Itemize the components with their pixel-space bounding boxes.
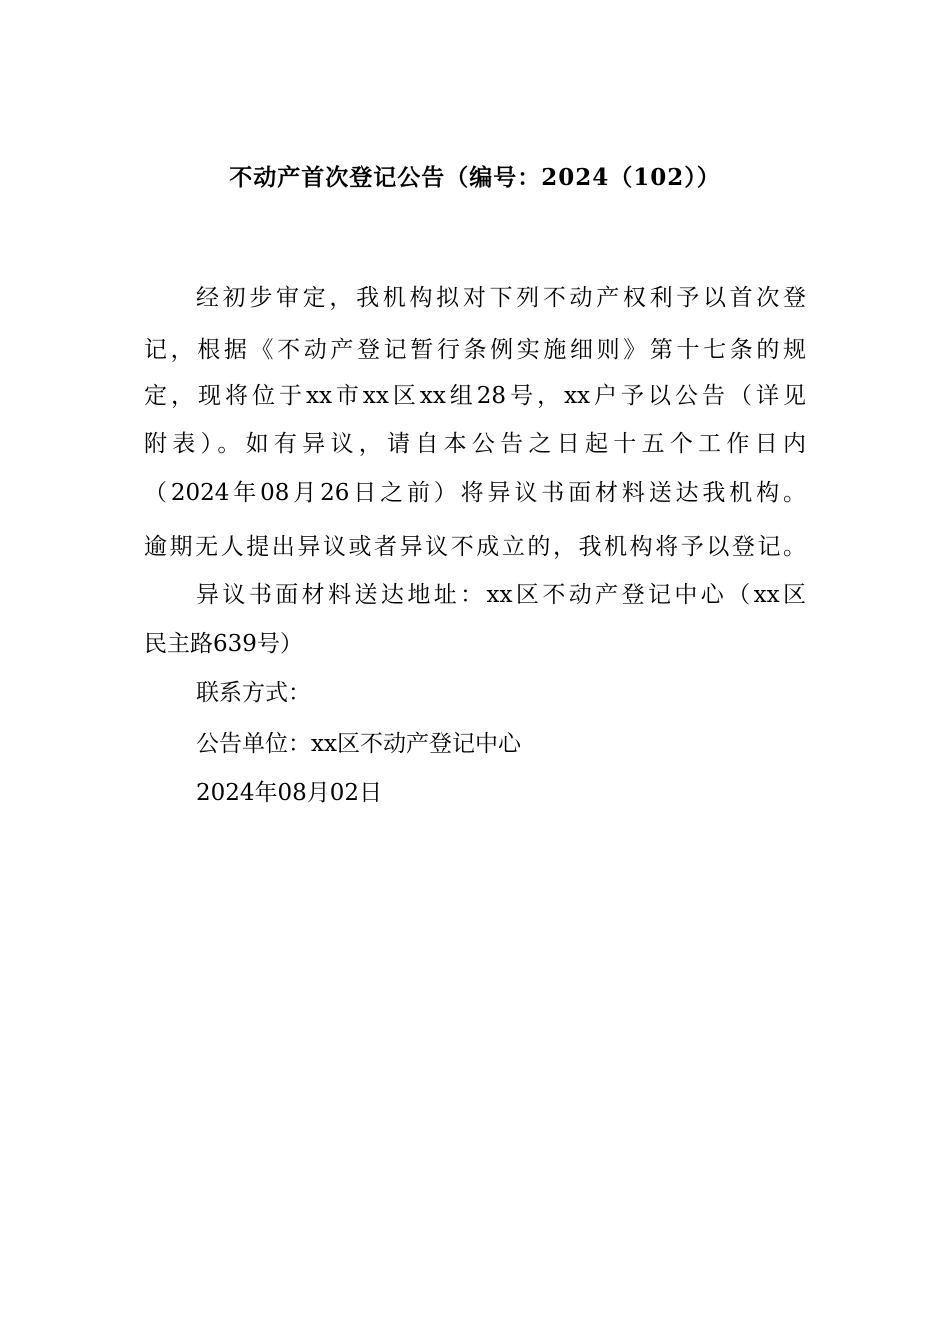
- page-title: 不动产首次登记公告（编号：2024（102））: [229, 164, 721, 191]
- body-line-3: 定，现将位于xx市xx区xx组28号，xx户予以公告（详见: [144, 383, 806, 409]
- address-line-2: 民主路639号）: [144, 631, 303, 657]
- body-line-2: 记，根据《不动产登记暂行条例实施细则》第十七条的规: [144, 337, 806, 363]
- body-line-6: 逾期无人提出异议或者异议不成立的，我机构将予以登记。: [144, 534, 806, 560]
- body-line-1: 经初步审定，我机构拟对下列不动产权利予以首次登: [196, 285, 806, 311]
- issuer-line: 公告单位：xx区不动产登记中心: [196, 731, 521, 757]
- date-line: 2024年08月02日: [196, 780, 383, 806]
- address-line-1: 异议书面材料送达地址：xx区不动产登记中心（xx区: [196, 582, 806, 608]
- body-line-4: 附表）。如有异议，请自本公告之日起十五个工作日内: [144, 431, 806, 457]
- body-line-5: （2024年08月26日之前）将异议书面材料送达我机构。: [144, 480, 806, 506]
- contact-label: 联系方式：: [196, 680, 311, 706]
